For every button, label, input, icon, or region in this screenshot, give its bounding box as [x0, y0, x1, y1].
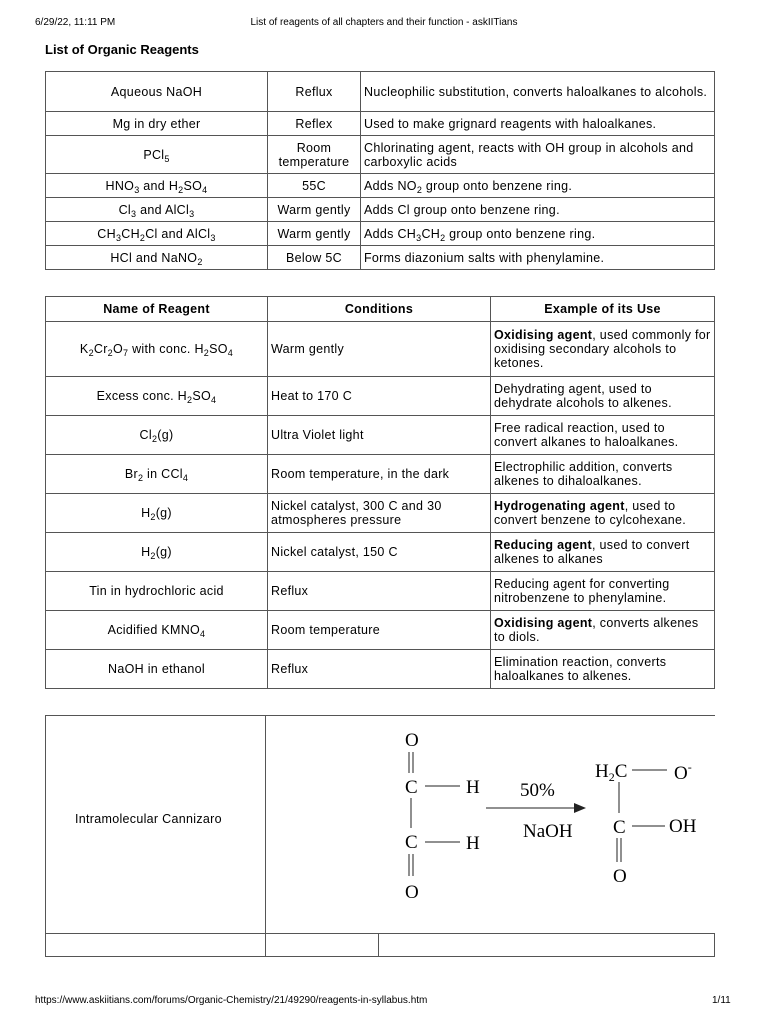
use-cell: Oxidising agent, used commonly for oxidising secondary alcohols to ketones. [491, 322, 715, 377]
o-bottom: O [405, 882, 419, 903]
reagent-cell: $HNO_3$ and $H_2SO_4$ [46, 174, 268, 198]
h-upper: H [466, 777, 480, 798]
p-o-minus: O- [674, 760, 692, 784]
reaction-name: Intramolecular Cannizaro [75, 812, 222, 826]
table-row [46, 112, 715, 136]
cannizzaro-diagram [380, 718, 710, 918]
condition-cell: Warm gently [268, 322, 491, 377]
reagent-cell: PCl$_5$ [46, 136, 268, 174]
h-lower: H [466, 833, 480, 854]
reagents-table-2 [45, 296, 715, 689]
reagent-cell: Aqueous NaOH [46, 72, 268, 112]
table-row [46, 455, 715, 494]
table-row [46, 533, 715, 572]
use-cell: Free radical reaction, used to convert alkanes to haloalkanes. [491, 416, 715, 455]
header-conditions: Conditions [268, 297, 491, 322]
use-cell: Nucleophilic substitution, converts haloalkanes to alcohols. [361, 72, 715, 112]
use-cell: Adds Cl group onto benzene ring. [361, 198, 715, 222]
p-h2c: $H_2C$ [595, 761, 628, 784]
use-cell: Adds $NO_2$ group onto benzene ring. [361, 174, 715, 198]
use-cell: Oxidising agent, converts alkenes to diols. [491, 611, 715, 650]
reagents-table-1 [45, 71, 715, 270]
use-cell: Chlorinating agent, reacts with OH group in alcohols and carboxylic acids [361, 136, 715, 174]
use-cell: Reducing agent, used to convert alkenes to alkanes [491, 533, 715, 572]
p-oh: OH [669, 816, 697, 837]
use-cell: Electrophilic addition, converts alkenes to dihaloalkanes. [491, 455, 715, 494]
condition-cell: Warm gently [268, 198, 361, 222]
use-cell: Adds $CH_3CH_2$ group onto benzene ring. [361, 222, 715, 246]
c-upper: C [405, 777, 418, 798]
condition-cell: Heat to 170 C [268, 377, 491, 416]
use-cell: Elimination reaction, converts haloalkanes to alkenes. [491, 650, 715, 689]
reagent-cell: Acidified $KMNO_4$ [46, 611, 268, 650]
header-reagent: Name of Reagent [46, 297, 268, 322]
condition-cell: Room temperature [268, 136, 361, 174]
table-row [46, 322, 715, 377]
condition-cell: Room temperature [268, 611, 491, 650]
condition-cell: Reflux [268, 572, 491, 611]
condition-cell: Nickel catalyst, 150 C [268, 533, 491, 572]
reagent-cell: $Br_2$ in CCl$_4$ [46, 455, 268, 494]
print-url: https://www.askiitians.com/forums/Organic-Chemistry/21/49290/reagents-in-syllabus.htm [35, 995, 428, 1006]
table-row [46, 572, 715, 611]
reagent-cell: $CH_3CH_2Cl$ and AlCl$_3$ [46, 222, 268, 246]
print-page-number: 1/11 [712, 995, 731, 1006]
page-title: List of Organic Reagents [45, 42, 199, 57]
use-cell: Dehydrating agent, used to dehydrate alcohols to alkenes. [491, 377, 715, 416]
arrow-head-icon [574, 803, 586, 813]
table-row [46, 416, 715, 455]
reagents-table-2-body [46, 322, 715, 689]
reagent-cell: Tin in hydrochloric acid [46, 572, 268, 611]
reagent-cell: $H_2(g)$ [46, 494, 268, 533]
table-row [46, 198, 715, 222]
use-cell: Hydrogenating agent, used to convert benzene to cylcohexane. [491, 494, 715, 533]
header-use: Example of its Use [491, 297, 715, 322]
o-top: O [405, 730, 419, 751]
p-o: O [613, 866, 627, 887]
reagent-cell: $Cl_3$ and AlCl$_3$ [46, 198, 268, 222]
condition-cell: Reflux [268, 72, 361, 112]
condition-cell: Reflex [268, 112, 361, 136]
arrow-percent: 50% [520, 780, 555, 801]
reagent-cell: $H_2(g)$ [46, 533, 268, 572]
reagent-cell: $K_2Cr_2O_7$ with conc. $H_2SO_4$ [46, 322, 268, 377]
table-row [46, 72, 715, 112]
table-row [46, 494, 715, 533]
p-c: C [613, 817, 626, 838]
reagents-table-1-body [46, 72, 715, 270]
table-row [46, 611, 715, 650]
print-datetime: 6/29/22, 11:11 PM [35, 17, 116, 28]
table-header-row [46, 297, 715, 322]
c-lower: C [405, 832, 418, 853]
use-cell: Reducing agent for converting nitrobenzene to phenylamine. [491, 572, 715, 611]
table-row [46, 377, 715, 416]
table-row [46, 650, 715, 689]
use-cell: Used to make grignard reagents with haloalkanes. [361, 112, 715, 136]
condition-cell: 55C [268, 174, 361, 198]
print-page-title: List of reagents of all chapters and their function - askIITians [250, 17, 518, 28]
use-cell: Forms diazonium salts with phenylamine. [361, 246, 715, 270]
reagent-cell: Excess conc. $H_2SO_4$ [46, 377, 268, 416]
condition-cell: Warm gently [268, 222, 361, 246]
reagent-cell: $Cl_2(g)$ [46, 416, 268, 455]
arrow-reagent: NaOH [523, 821, 573, 842]
condition-cell: Room temperature, in the dark [268, 455, 491, 494]
condition-cell: Reflux [268, 650, 491, 689]
reagent-cell: HCl and NaNO$_2$ [46, 246, 268, 270]
condition-cell: Ultra Violet light [268, 416, 491, 455]
table-row [46, 174, 715, 198]
condition-cell: Nickel catalyst, 300 C and 30 atmospheres pressure [268, 494, 491, 533]
condition-cell: Below 5C [268, 246, 361, 270]
reagent-cell: Mg in dry ether [46, 112, 268, 136]
reagent-cell: NaOH in ethanol [46, 650, 268, 689]
table-row [46, 136, 715, 174]
table-row [46, 222, 715, 246]
table-row [46, 246, 715, 270]
